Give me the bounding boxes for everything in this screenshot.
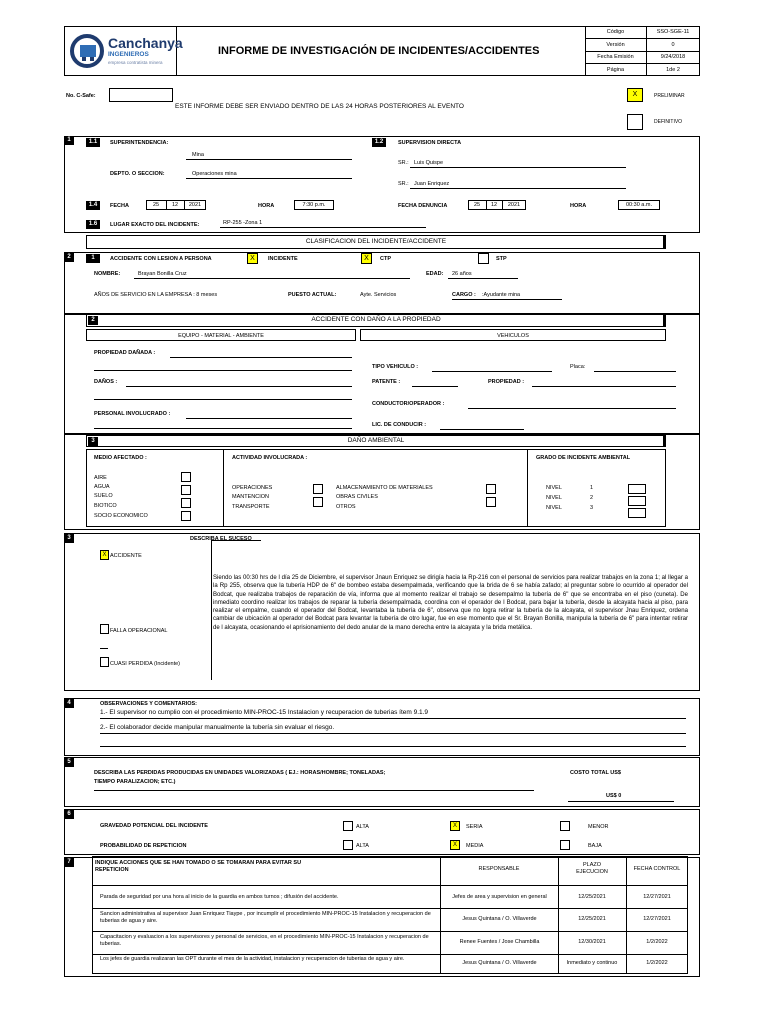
underline [452, 299, 562, 300]
underline [100, 733, 686, 734]
section-num: 4 [64, 699, 74, 708]
sr2-label: SR.: [398, 181, 409, 187]
underline [412, 386, 458, 387]
sr1-value: Luis Quispe [414, 160, 444, 166]
patente-label: PATENTE : [372, 379, 401, 385]
incidente-label: INCIDENTE [268, 256, 298, 262]
underline [94, 370, 352, 371]
csafe-label: No. C-Safe: [66, 93, 96, 99]
cuasi-label: CUASI PERDIDA (Incidente) [110, 661, 180, 667]
underline [410, 188, 626, 189]
section-num: 5 [64, 758, 74, 767]
underline [440, 429, 524, 430]
sup-directa-label: SUPERVISION DIRECTA [398, 140, 462, 146]
medio-checkbox[interactable] [181, 498, 191, 508]
gravedad-alta-checkbox[interactable] [343, 821, 353, 831]
company-logo-icon [70, 31, 106, 71]
table-row-plazo: 12/25/2021 [578, 894, 606, 900]
prob-media-checkbox[interactable]: X [450, 840, 460, 850]
cuasi-checkbox[interactable] [100, 657, 109, 667]
section-num: 2 [88, 316, 98, 325]
header-row-line [585, 38, 700, 39]
field-num: 1.6 [86, 220, 100, 229]
fd-day: 25 [473, 202, 481, 208]
clasif-title: CLASIFICACION DEL INCIDENTE/ACCIDENTE [305, 238, 447, 245]
underline [468, 408, 676, 409]
section-num: 2 [64, 253, 74, 262]
head-plazo: PLAZO EJECUCION [576, 862, 608, 875]
super-value: Mina [192, 152, 204, 158]
actividad-item: ALMACENAMIENTO DE MATERIALES [336, 485, 433, 491]
meta-value: SSO-SGE-11 [656, 29, 690, 35]
row-line [92, 908, 688, 909]
definitivo-checkbox[interactable] [627, 114, 643, 130]
vehiculos-head-label: VEHICULOS [497, 333, 529, 339]
underline [94, 790, 534, 791]
col-divider [440, 856, 441, 974]
head-fecha: FECHA CONTROL [633, 866, 681, 872]
actividad-item: MANTENCION [232, 494, 269, 500]
section-num: 6 [64, 810, 74, 819]
table-row-fecha: 12/27/2021 [643, 916, 671, 922]
header-row-line [585, 51, 700, 52]
accidente-checkbox[interactable]: X [100, 550, 109, 560]
fdenuncia-label: FECHA DENUNCIA [398, 203, 448, 209]
meta-value: 9/24/2018 [660, 54, 686, 60]
fecha-year: 2021 [188, 202, 202, 208]
logo-brand: Canchanya [108, 35, 183, 51]
logo-brand-sub: INGENIEROS [108, 51, 149, 58]
prob-label: PROBABILIDAD DE REPETICION [100, 843, 187, 849]
grado-label: GRADO DE INCIDENTE AMBIENTAL [536, 455, 631, 461]
nivel-num: 3 [590, 505, 594, 511]
section-1-frame [64, 136, 700, 233]
tipo-label: TIPO VEHICULO : [372, 364, 419, 370]
gravedad-label: GRAVEDAD POTENCIAL DEL INCIDENTE [100, 823, 208, 829]
underline [568, 801, 674, 802]
fecha-month: 12 [171, 202, 179, 208]
meta-value: 1de 2 [666, 67, 680, 73]
underline [94, 428, 352, 429]
table-row-plazo: 12/25/2021 [578, 916, 606, 922]
underline [186, 418, 352, 419]
row-line [92, 931, 688, 932]
underline [126, 386, 352, 387]
underline [170, 357, 352, 358]
usd-value: US$ 0 [606, 793, 622, 799]
table-row-resp: Renee Fuentes / Jose Chambilla [459, 939, 540, 945]
fecha-day: 25 [152, 202, 160, 208]
lugar-label: LUGAR EXACTO DEL INCIDENTE: [110, 222, 200, 228]
medio-checkbox[interactable] [181, 485, 191, 495]
table-row-accion: Sancion administrativa al supervisor Juan Enriquez Tiaype , por incumplir el procedimiento MIN-PROC-15 Instalacion y recuperacion de tuberias de agua y aire. [100, 911, 431, 924]
danos-label: DAÑOS : [94, 379, 118, 385]
cargo-label: CARGO : [452, 292, 476, 298]
lesion-checkbox[interactable]: X [247, 253, 258, 264]
medio-item: BIOTICO [94, 503, 117, 509]
stp-label: STP [496, 256, 507, 262]
actividad-checkbox[interactable] [486, 497, 496, 507]
underline [134, 278, 410, 279]
section-num: 1 [64, 136, 74, 145]
depto-label: DEPTO. O SECCION: [110, 171, 165, 177]
head-resp: RESPONSABLE [478, 866, 520, 872]
underline [186, 159, 352, 160]
prob-baja-label: BAJA [588, 843, 602, 849]
field-num: 1.2 [372, 138, 386, 147]
table-row-resp: Jesus Quintana / O. Villaverde [462, 916, 537, 922]
header-divider [176, 26, 177, 76]
nivel-checkbox[interactable] [628, 484, 646, 494]
nivel-num: 2 [590, 495, 594, 501]
hora-value: 7:30 p.m. [302, 202, 326, 208]
section-num: 3 [64, 534, 74, 543]
col-divider [626, 856, 627, 974]
s2b-title: ACCIDENTE CON DAÑO A LA PROPIEDAD [311, 316, 441, 323]
prob-baja-checkbox[interactable] [560, 840, 570, 850]
depto-value: Operaciones mina [192, 171, 237, 177]
table-row-plazo: Inmediato y continuo [566, 960, 618, 966]
nivel-checkbox[interactable] [628, 496, 646, 506]
accidente-label: ACCIDENTE [110, 553, 142, 559]
personal-label: PERSONAL INVOLUCRADO : [94, 411, 171, 417]
table-row-fecha: 1/2/2022 [646, 960, 668, 966]
medio-item: AGUA [94, 484, 110, 490]
edad-label: EDAD: [426, 271, 444, 277]
underline [448, 278, 518, 279]
obs-line: 2.- El colaborador decide manipular manualmente la tubería sin evaluar el riesgo. [100, 724, 335, 731]
hora2-label: HORA [570, 203, 587, 209]
nombre-value: Brayan Bonilla Cruz [138, 271, 187, 277]
gravedad-menor-label: MENOR [588, 824, 609, 830]
medio-checkbox[interactable] [181, 511, 191, 521]
row-line [92, 954, 688, 955]
field-num: 1.4 [86, 201, 100, 210]
super-label: SUPERINTENDENCIA: [110, 140, 169, 146]
underline [100, 746, 686, 747]
meta-label: Página [606, 67, 625, 73]
ctp-label: CTP [380, 256, 391, 262]
col-divider [558, 856, 559, 974]
gravedad-alta-label: ALTA [356, 824, 369, 830]
medio-item: SUELO [94, 493, 113, 499]
underline [220, 227, 426, 228]
actividad-item: OTROS [336, 504, 356, 510]
lesion-label: ACCIDENTE CON LESION A PERSONA [110, 256, 212, 262]
table-row-plazo: 12/30/2021 [578, 939, 606, 945]
underline [432, 371, 552, 372]
meta-value: 0 [671, 42, 675, 48]
nivel-label: NIVEL [546, 495, 562, 501]
row-line [92, 885, 688, 886]
table-row-accion: Capacitacion y evaluacion a los supervisores y personal de servicios, en el procedimiento MIN-PROC-15 Instalacion y recuperacion de tuberias. [100, 934, 429, 947]
puesto-label: PUESTO ACTUAL: [288, 292, 337, 298]
edad-value: 26 años [452, 271, 472, 277]
prob-media-label: MEDIA [466, 843, 484, 849]
field-num: 1.1 [86, 138, 100, 147]
sr1-label: SR.: [398, 160, 409, 166]
actividad-checkbox[interactable] [313, 497, 323, 507]
meta-label: Versión [606, 42, 625, 48]
underline [410, 167, 626, 168]
propiedad-label: PROPIEDAD : [488, 379, 525, 385]
anos-label: AÑOS DE SERVICIO EN LA EMPRESA : 8 meses [94, 292, 218, 298]
nivel-label: NIVEL [546, 505, 562, 511]
medio-label: MEDIO AFECTADO : [94, 455, 147, 461]
preliminar-checkbox[interactable]: X [627, 88, 643, 102]
gravedad-seria-label: SERIA [466, 824, 483, 830]
nivel-label: NIVEL [546, 485, 562, 491]
placa-label: Placa: [570, 364, 586, 370]
table-row-accion: Los jefes de guardia realizaran las OPT durante el mes de la actividad, instalacion y recuperacion de tuberias de agua y aire. [100, 956, 405, 962]
falla-label: FALLA OPERACIONAL [110, 628, 168, 634]
perdidas-label: DESCRIBA LAS PERDIDAS PRODUCIDAS EN UNIDADES VALORIZADAS ( EJ.: HORAS/HOMBRE; TONELADAS; [94, 770, 386, 776]
describa-label: DESCRIBA EL SUCESO [190, 536, 252, 542]
underline [594, 371, 676, 372]
fd-year: 2021 [507, 202, 521, 208]
actividad-item: TRANSPORTE [232, 504, 270, 510]
notice-text: ESTE INFORME DEBE SER ENVIADO DENTRO DE LAS 24 HORAS POSTERIORES AL EVENTO [175, 103, 464, 110]
lugar-value: RP-255 -Zona 1 [223, 220, 263, 226]
nombre-label: NOMBRE: [94, 271, 121, 277]
section-num: 3 [88, 437, 98, 446]
meta-label: Código [606, 29, 625, 35]
s3a-title: DAÑO AMBIENTAL [347, 437, 405, 444]
actividad-item: OPERACIONES [232, 485, 273, 491]
table-row-fecha: 12/27/2021 [643, 894, 671, 900]
medio-item: AIRE [94, 475, 107, 481]
underline [100, 718, 686, 719]
header-row-line [585, 63, 700, 64]
underline [532, 386, 676, 387]
csafe-input[interactable] [109, 88, 173, 102]
equipo-head-label: EQUIPO - MATERIAL - AMBIENTE [178, 333, 264, 339]
section-num: 7 [64, 858, 74, 867]
suceso-text: Siendo las 00:30 hrs de l día 25 de Diciembre, el supervisor Jnaun Enriquez se dirigía hacia la Rp-216 con el personal de servicios para realizar trabajos en la zona 1; al llegar a la Rp 255, observa que la tubería HDP de 6" de bombeo estaba desempalmada, verificando que la brida de 6 se había zafado; al preguntar sobre lo ocurrido al operador del Bodcat, que realizaba trabajos de reparación de vía, informa que al momento realizar el trabajo se desempalmo la tubería de 6" que se encontraba en el piso (cuneta). De inmediato coordino realizar los trabajos de reparar la tubería desempalmada, coordina con el operador de l Bodcat, para bajar la tubería, desde la alcayata hacia al piso, para realizar el empalme, cuando el operador del Bodcat, levantaba la tubería de 6", observa que no logra retirar la tubería de la alcayata, el supervisor Jnau Enriquez, ordena cambiar de ubicación al operador del Bodcat para levantar la tubería de otro lugar, fue en ese momento que el Sr. Brayan Bonilla, manipula la tubería de 6" para intentar retirar de l alcayata, ocasionando el aprisionamiento del dedo anular de la mano derecha entre la alcayata y la brida metálica. [213, 575, 688, 631]
nivel-num: 1 [590, 485, 594, 491]
logo-tagline: empresa contratista minera [108, 60, 163, 65]
table-row-accion: Parada de seguridad por una hora al inicio de la guardia en ambos turnos ; difusión del accidente. [100, 894, 339, 900]
fecha-label: FECHA [110, 203, 129, 209]
sr2-value: Juan Enriquez [414, 181, 450, 187]
actividad-label: ACTIVIDAD INVOLUCRADA : [232, 455, 308, 461]
col-divider [211, 540, 212, 680]
table-row-fecha: 1/2/2022 [646, 939, 668, 945]
actividad-item: OBRAS CIVILES [336, 494, 378, 500]
hora-label: HORA [258, 203, 275, 209]
underline [211, 540, 261, 541]
underline [94, 399, 352, 400]
actividad-checkbox[interactable] [313, 484, 323, 494]
definitivo-label: DEFINITIVO [654, 119, 683, 125]
preliminar-label: PRELIMINAR [654, 93, 685, 99]
table-row-resp: Jesus Quintana / O. Villaverde [462, 960, 537, 966]
fd-month: 12 [490, 202, 498, 208]
underline [186, 178, 352, 179]
puesto-value: Ayte. Servicios [360, 292, 397, 298]
table-row-resp: Jefes de area y supervision en general [452, 894, 547, 900]
gravedad-seria-checkbox[interactable]: X [450, 821, 460, 831]
hora2-value: 00:30 a.m. [626, 202, 652, 208]
medio-item: SOCIO ECONOMICO [94, 513, 148, 519]
prop-label: PROPIEDAD DAÑADA : [94, 350, 156, 356]
conductor-label: CONDUCTOR/OPERADOR : [372, 401, 445, 407]
obs-label: OBSERVACIONES Y COMENTARIOS: [100, 701, 197, 707]
costo-label: COSTO TOTAL US$ [570, 770, 621, 776]
head-accion: INDIQUE ACCIONES QUE SE HAN TOMADO O SE TOMARAN PARA EVITAR SU REPETICION [95, 860, 302, 873]
dash [100, 648, 108, 649]
nivel-checkbox[interactable] [628, 508, 646, 518]
ctp-checkbox[interactable]: X [361, 253, 372, 264]
prob-alta-label: ALTA [356, 843, 369, 849]
field-num: 1 [86, 254, 100, 263]
page-title: INFORME DE INVESTIGACIÓN DE INCIDENTES/ACCIDENTES [218, 45, 540, 57]
cargo-value: :Ayudante mina [482, 292, 521, 298]
falla-checkbox[interactable] [100, 624, 109, 634]
meta-label: Fecha Emisión [597, 54, 634, 60]
gravedad-menor-checkbox[interactable] [560, 821, 570, 831]
medio-checkbox[interactable] [181, 472, 191, 482]
actividad-checkbox[interactable] [486, 484, 496, 494]
obs-line: 1.- El supervisor no cumplio con el procedimiento MIN-PROC-15 Instalacion y recuperacion de tuberias ítem 9.1.9 [100, 709, 429, 716]
col-divider [223, 449, 224, 527]
stp-checkbox[interactable] [478, 253, 489, 264]
perdidas-label-2: TIEMPO PARALIZACION; ETC.) [94, 779, 176, 785]
lic-label: LIC. DE CONDUCIR : [372, 422, 427, 428]
prob-alta-checkbox[interactable] [343, 840, 353, 850]
col-divider [527, 449, 528, 527]
